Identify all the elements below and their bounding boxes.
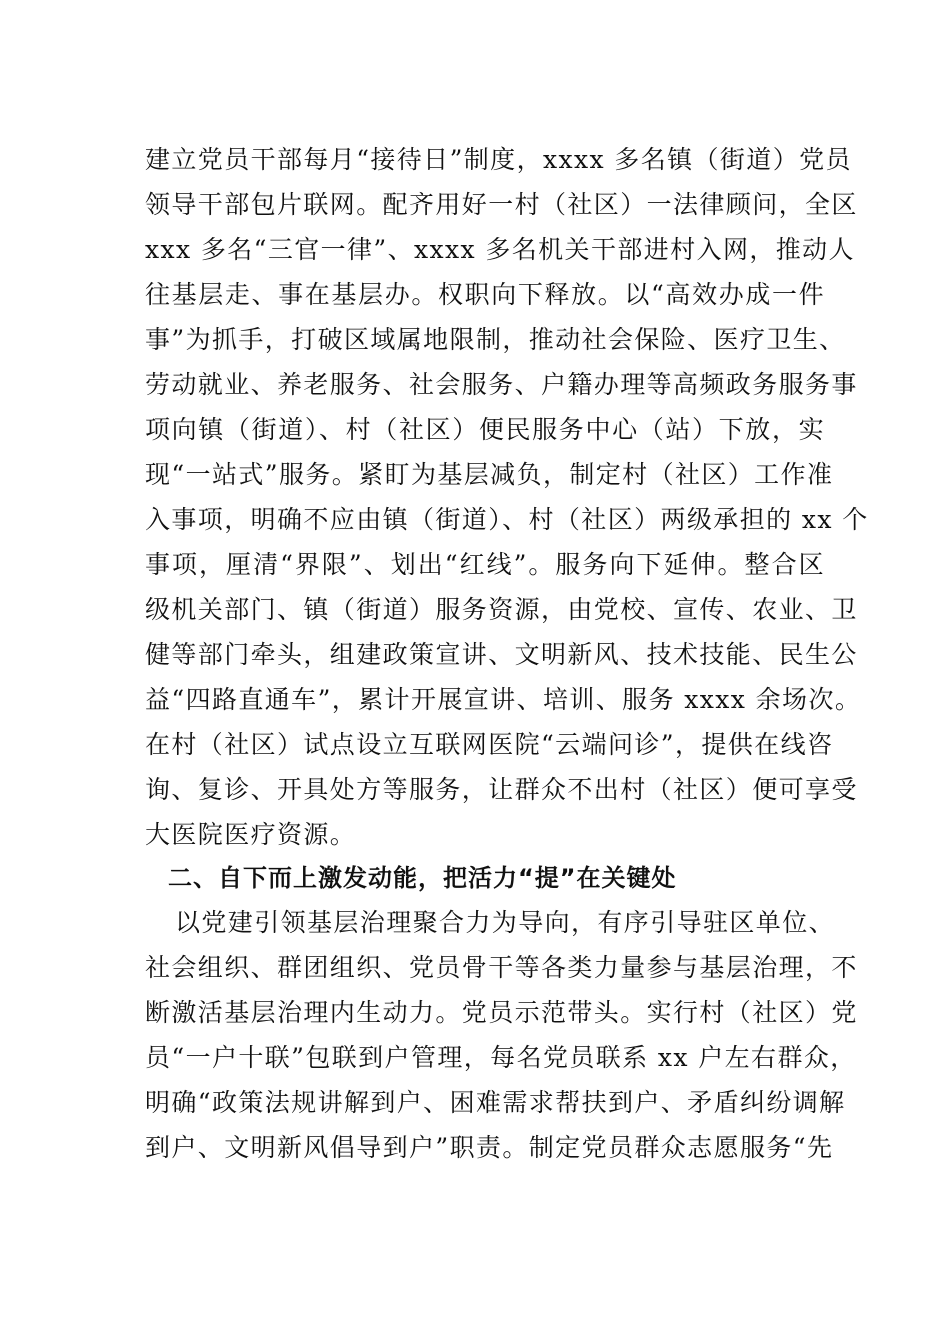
paragraph-line: 现“一站式”服务。紧盯为基层减负，制定村（社区）工作准	[145, 460, 834, 489]
paragraph-line: 健等部门牵头，组建政策宣讲、文明新风、技术技能、民生公	[145, 640, 858, 669]
paragraph-line: 以党建引领基层治理聚合力为导向，有序引导驻区单位、	[175, 908, 836, 937]
paragraph-line: 事项，厘清“界限”、划出“红线”。服务向下延伸。整合区	[145, 550, 825, 579]
paragraph-line: 劳动就业、养老服务、社会服务、户籍办理等高频政务服务事	[145, 370, 858, 399]
paragraph-line: 明确“政策法规讲解到户、困难需求帮扶到户、矛盾纠纷调解	[145, 1088, 846, 1117]
paragraph-line: 社会组织、群团组织、党员骨干等各类力量参与基层治理，不	[145, 953, 858, 982]
paragraph-line: 到户、文明新风倡导到户”职责。制定党员群众志愿服务“先	[145, 1133, 834, 1162]
paragraph-line: 断激活基层治理内生动力。党员示范带头。实行村（社区）党	[145, 998, 858, 1027]
paragraph-line: 项向镇（街道）、村（社区）便民服务中心（站）下放，实	[145, 415, 825, 444]
paragraph-line: 大医院医疗资源。	[145, 820, 357, 849]
paragraph-line: 事”为抓手，打破区域属地限制，推动社会保险、医疗卫生、	[145, 325, 846, 354]
paragraph-line: 级机关部门、镇（街道）服务资源，由党校、宣传、农业、卫	[145, 595, 858, 624]
paragraph-line: 员“一户十联”包联到户管理，每名党员联系 xx 户左右群众，	[145, 1043, 857, 1072]
paragraph-line: 建立党员干部每月“接待日”制度，xxxx 多名镇（街道）党员	[145, 145, 852, 174]
paragraph-line: 往基层走、事在基层办。权职向下释放。以“高效办成一件	[145, 280, 825, 309]
paragraph-line: 在村（社区）试点设立互联网医院“云端问诊”，提供在线咨	[145, 730, 834, 759]
section-heading: 二、自下而上激发动能，把活力“提”在关键处	[168, 864, 677, 892]
paragraph-line: xxx 多名“三官一律”、xxxx 多名机关干部进村入网，推动人	[145, 235, 855, 264]
paragraph-line: 入事项，明确不应由镇（街道）、村（社区）两级承担的 xx 个	[145, 505, 869, 534]
paragraph-line: 领导干部包片联网。配齐用好一村（社区）一法律顾问，全区	[145, 190, 858, 219]
paragraph-line: 询、复诊、开具处方等服务，让群众不出村（社区）便可享受	[145, 775, 858, 804]
paragraph-line: 益“四路直通车”，累计开展宣讲、培训、服务 xxxx 余场次。	[145, 685, 862, 714]
